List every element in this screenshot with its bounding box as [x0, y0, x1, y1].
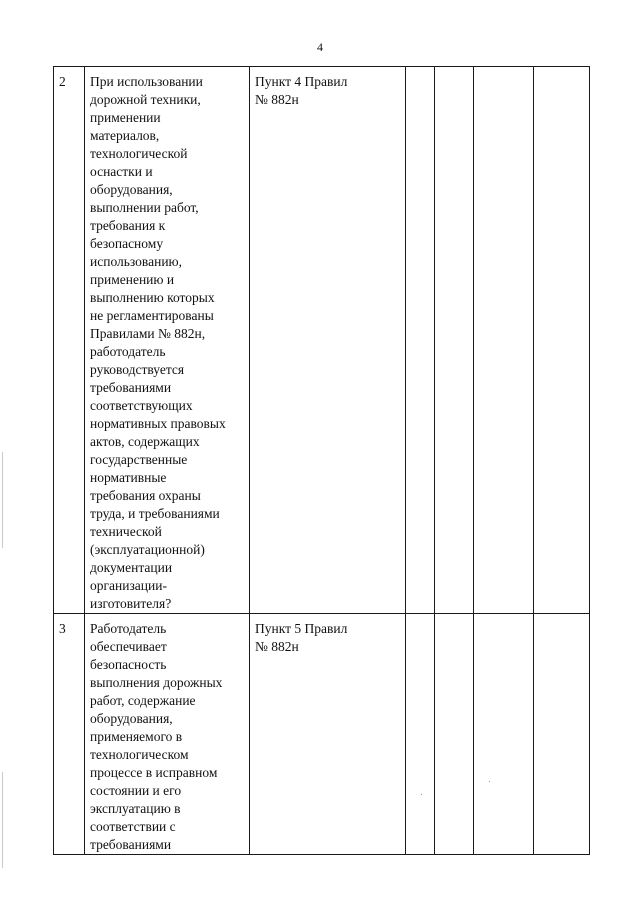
reference-cell [250, 614, 406, 855]
answer-cell-yes[interactable] [406, 614, 435, 855]
question-text: Работодатель обеспечивает безопасность выполнения дорожных работ, содержание оборудования, применяемого в технологическом процессе в исправном состоянии и его эксплуатацию в соответствии с требованиями [90, 621, 223, 852]
checklist-table [53, 66, 590, 855]
answer-cell-not-applicable[interactable] [474, 67, 534, 614]
answer-cell-yes[interactable] [406, 67, 435, 614]
reference-text: Пункт 4 Правил № 882н [255, 74, 348, 107]
question-cell [85, 614, 250, 855]
answer-cell-comment[interactable] [534, 614, 590, 855]
answer-cell-no[interactable] [435, 67, 474, 614]
page-number: 4 [317, 40, 323, 54]
scan-margin-mark [2, 772, 3, 868]
scan-speck [489, 781, 490, 782]
scan-speck [421, 794, 422, 795]
answer-cell-no[interactable] [435, 614, 474, 855]
row-number: 2 [54, 67, 85, 614]
question-text: При использовании дорожной техники, применении материалов, технологической оснастки и оборудования, выполнении работ, требования к безопасному использованию, применению и выполнению которых не регламентированы Правилами № 882н, работодатель руководствуется требованиями соответствующих нормативных правовых актов, содержащих государственные нормативные требования охраны труда, и требованиями технической (эксплуатационной) документации организации- изготовителя? [90, 74, 226, 611]
table-row [54, 67, 590, 614]
question-cell [85, 67, 250, 614]
reference-text: Пункт 5 Правил № 882н [255, 621, 348, 654]
reference-cell [250, 67, 406, 614]
table-row [54, 614, 590, 855]
row-number: 3 [54, 614, 85, 855]
scan-margin-mark [2, 452, 3, 548]
answer-cell-not-applicable[interactable] [474, 614, 534, 855]
answer-cell-comment[interactable] [534, 67, 590, 614]
